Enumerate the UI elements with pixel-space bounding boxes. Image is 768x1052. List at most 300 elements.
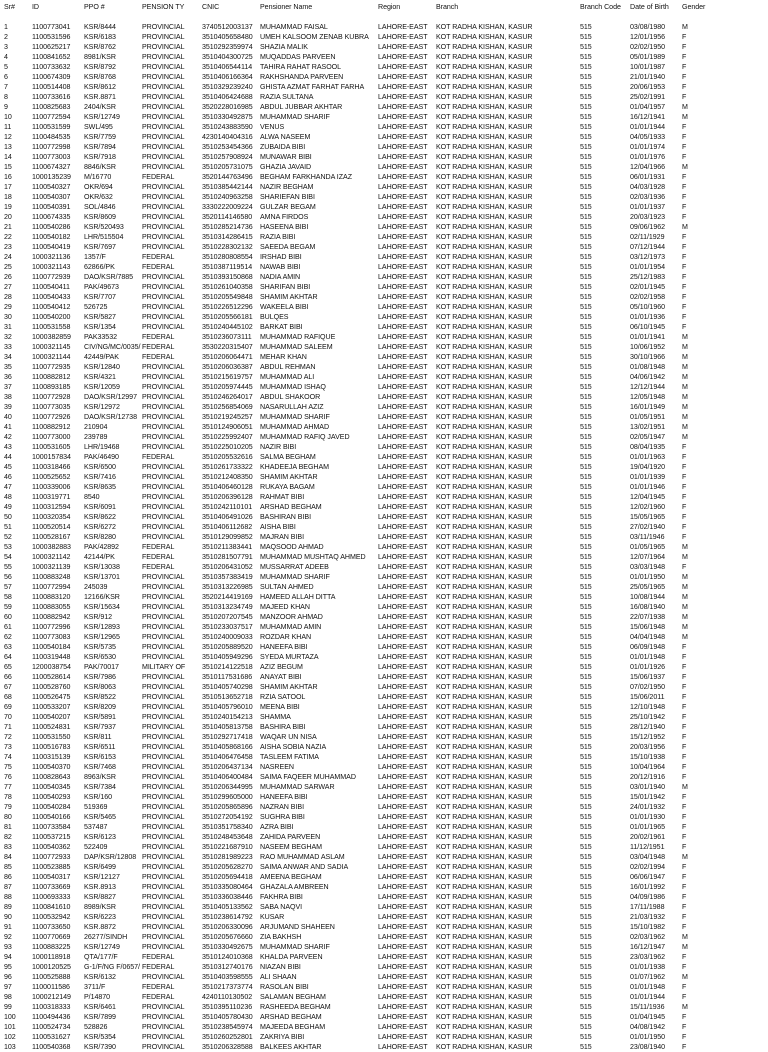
cnic-cell: 3510243883590 bbox=[202, 123, 253, 131]
ppo-cell: KSR/4321 bbox=[84, 373, 116, 381]
table-row bbox=[3, 1012, 765, 1022]
branch-code-cell: 515 bbox=[580, 773, 592, 781]
branch-code-cell: 515 bbox=[580, 833, 592, 841]
cnic-cell: 3510206328588 bbox=[202, 1043, 253, 1051]
branch-code-cell: 515 bbox=[580, 933, 592, 941]
gender-cell: M bbox=[682, 553, 688, 561]
region-cell: LAHORE-EAST bbox=[378, 653, 428, 661]
branch-cell: KOT RADHA KISHAN, KASUR bbox=[436, 193, 533, 201]
id-cell: 1100540368 bbox=[32, 1043, 71, 1051]
pension-type-cell: PROVINCIAL bbox=[142, 323, 185, 331]
id-cell: 1100531599 bbox=[32, 123, 71, 131]
cnic-cell: 3510225010205 bbox=[202, 443, 253, 451]
table-row bbox=[3, 902, 765, 912]
gender-cell: F bbox=[682, 923, 687, 931]
pension-type-cell: PROVINCIAL bbox=[142, 523, 185, 531]
dob-cell: 04/05/1933 bbox=[630, 133, 666, 141]
pensioner-name-cell: SHAMIM AKHTAR bbox=[260, 473, 318, 481]
sr-cell: 28 bbox=[4, 293, 12, 301]
gender-cell: M bbox=[682, 433, 688, 441]
dob-cell: 15/10/1938 bbox=[630, 753, 666, 761]
pensioner-name-cell: NAZIR BIBI bbox=[260, 443, 297, 451]
pensioner-name-cell: SAEEDA BEGAM bbox=[260, 243, 316, 251]
pension-type-cell: PROVINCIAL bbox=[142, 423, 185, 431]
ppo-cell: SOL/4846 bbox=[84, 203, 116, 211]
dob-cell: 03/03/1948 bbox=[630, 563, 666, 571]
id-cell: 1000157834 bbox=[32, 453, 71, 461]
cnic-cell: 3510257908924 bbox=[202, 153, 253, 161]
ppo-cell: KSR/160 bbox=[84, 793, 113, 801]
cnic-cell: 3510406476458 bbox=[202, 753, 253, 761]
pension-type-cell: PROVINCIAL bbox=[142, 763, 185, 771]
branch-code-cell: 515 bbox=[580, 313, 592, 321]
sr-cell: 32 bbox=[4, 333, 12, 341]
pensioner-name-cell: HASEENA BIBI bbox=[260, 223, 309, 231]
pension-type-cell: PROVINCIAL bbox=[142, 73, 185, 81]
dob-cell: 25/10/1942 bbox=[630, 713, 666, 721]
ppo-cell: KSR/12127 bbox=[84, 873, 120, 881]
ppo-cell: KSR/13038 bbox=[84, 563, 120, 571]
id-cell: 1100772594 bbox=[32, 113, 71, 121]
branch-code-cell: 515 bbox=[580, 693, 592, 701]
region-cell: LAHORE-EAST bbox=[378, 903, 428, 911]
cnic-cell: 3510312740176 bbox=[202, 963, 253, 971]
cnic-cell: 3510205566181 bbox=[202, 313, 253, 321]
branch-cell: KOT RADHA KISHAN, KASUR bbox=[436, 333, 533, 341]
dob-cell: 02/02/1958 bbox=[630, 293, 666, 301]
ppo-cell: DAP/KSR/12808 bbox=[84, 853, 137, 861]
pension-type-cell: PROVINCIAL bbox=[142, 893, 185, 901]
table-row bbox=[3, 252, 765, 262]
id-cell: 1100318466 bbox=[32, 463, 71, 471]
ppo-cell: 245039 bbox=[84, 583, 108, 591]
branch-cell: KOT RADHA KISHAN, KASUR bbox=[436, 703, 533, 711]
gender-cell: F bbox=[682, 723, 687, 731]
pension-type-cell: FEDERAL bbox=[142, 563, 175, 571]
branch-cell: KOT RADHA KISHAN, KASUR bbox=[436, 843, 533, 851]
ppo-cell: KSR/912 bbox=[84, 613, 113, 621]
id-cell: 1100494436 bbox=[32, 1013, 71, 1021]
branch-code-cell: 515 bbox=[580, 143, 592, 151]
pensioner-name-cell: MEHAR KHAN bbox=[260, 353, 307, 361]
branch-cell: KOT RADHA KISHAN, KASUR bbox=[436, 673, 533, 681]
gender-cell: F bbox=[682, 1043, 687, 1051]
pension-type-cell: PROVINCIAL bbox=[142, 483, 185, 491]
id-cell: 1100841610 bbox=[32, 903, 71, 911]
sr-cell: 76 bbox=[4, 773, 12, 781]
branch-code-cell: 515 bbox=[580, 903, 592, 911]
ppo-cell: KSR/5827 bbox=[84, 313, 116, 321]
sr-cell: 6 bbox=[4, 73, 8, 81]
table-row bbox=[3, 882, 765, 892]
id-cell: 1000135239 bbox=[32, 173, 71, 181]
branch-code-cell: 515 bbox=[580, 263, 592, 271]
pension-type-cell: PROVINCIAL bbox=[142, 973, 185, 981]
id-cell: 1100540307 bbox=[32, 193, 71, 201]
branch-code-cell: 515 bbox=[580, 433, 592, 441]
id-cell: 1100773003 bbox=[32, 153, 71, 161]
cnic-cell: 3510261040358 bbox=[202, 283, 253, 291]
region-cell: LAHORE-EAST bbox=[378, 473, 428, 481]
branch-code-cell: 515 bbox=[580, 243, 592, 251]
ppo-cell: KSR/8444 bbox=[84, 23, 116, 31]
region-cell: LAHORE-EAST bbox=[378, 1033, 428, 1041]
cnic-cell: 3510215619757 bbox=[202, 373, 253, 381]
branch-cell: KOT RADHA KISHAN, KASUR bbox=[436, 103, 533, 111]
id-cell: 1100625217 bbox=[32, 43, 71, 51]
sr-cell: 92 bbox=[4, 933, 12, 941]
branch-cell: KOT RADHA KISHAN, KASUR bbox=[436, 143, 533, 151]
sr-cell: 51 bbox=[4, 523, 12, 531]
sr-cell: 85 bbox=[4, 863, 12, 871]
dob-cell: 01/01/1941 bbox=[630, 333, 666, 341]
dob-cell: 10/06/1952 bbox=[630, 343, 666, 351]
pensioner-name-cell: GHAZALA AMBREEN bbox=[260, 883, 329, 891]
region-cell: LAHORE-EAST bbox=[378, 123, 428, 131]
region-cell: LAHORE-EAST bbox=[378, 63, 428, 71]
branch-code-cell: 515 bbox=[580, 733, 592, 741]
ppo-cell: KSR/811 bbox=[84, 733, 112, 741]
dob-cell: 01/01/1948 bbox=[630, 653, 666, 661]
sr-cell: 52 bbox=[4, 533, 12, 541]
cnic-cell: 3510405813758 bbox=[202, 723, 253, 731]
id-cell: 1100318333 bbox=[32, 1003, 71, 1011]
ppo-cell: KSR/8209 bbox=[84, 703, 116, 711]
column-header-region: Region bbox=[378, 3, 401, 11]
branch-code-cell: 515 bbox=[580, 423, 592, 431]
pension-type-cell: PROVINCIAL bbox=[142, 283, 185, 291]
pension-type-cell: PROVINCIAL bbox=[142, 573, 185, 581]
table-row bbox=[3, 642, 765, 652]
table-row bbox=[3, 412, 765, 422]
region-cell: LAHORE-EAST bbox=[378, 783, 428, 791]
dob-cell: 15/10/1982 bbox=[630, 923, 666, 931]
cnic-cell: 3510205889520 bbox=[202, 643, 253, 651]
table-row bbox=[3, 622, 765, 632]
pension-type-cell: PROVINCIAL bbox=[142, 473, 185, 481]
ppo-cell: KSR/6223 bbox=[84, 913, 116, 921]
region-cell: LAHORE-EAST bbox=[378, 573, 428, 581]
region-cell: LAHORE-EAST bbox=[378, 913, 428, 921]
gender-cell: F bbox=[682, 813, 687, 821]
branch-cell: KOT RADHA KISHAN, KASUR bbox=[436, 233, 533, 241]
ppo-cell: KSR/7937 bbox=[84, 723, 116, 731]
cnic-cell: 3510240009033 bbox=[202, 633, 253, 641]
gender-cell: M bbox=[682, 333, 688, 341]
table-row bbox=[3, 372, 765, 382]
id-cell: 1100520514 bbox=[32, 523, 71, 531]
sr-cell: 21 bbox=[4, 223, 12, 231]
region-cell: LAHORE-EAST bbox=[378, 1023, 428, 1031]
cnic-cell: 3510212408350 bbox=[202, 473, 253, 481]
id-cell: 1000212149 bbox=[32, 993, 71, 1001]
branch-code-cell: 515 bbox=[580, 233, 592, 241]
branch-cell: KOT RADHA KISHAN, KASUR bbox=[436, 263, 533, 271]
gender-cell: F bbox=[682, 453, 687, 461]
pension-type-cell: PROVINCIAL bbox=[142, 923, 185, 931]
id-cell: 1100312594 bbox=[32, 503, 71, 511]
region-cell: LAHORE-EAST bbox=[378, 693, 428, 701]
pensioner-name-cell: RAHMAT BIBI bbox=[260, 493, 305, 501]
cnic-cell: 4240110130502 bbox=[202, 993, 253, 1001]
branch-cell: KOT RADHA KISHAN, KASUR bbox=[436, 23, 533, 31]
id-cell: 1100674309 bbox=[32, 73, 71, 81]
pensioner-name-cell: MUQADDAS PARVEEN bbox=[260, 53, 336, 61]
pension-type-cell: PROVINCIAL bbox=[142, 873, 185, 881]
branch-code-cell: 515 bbox=[580, 473, 592, 481]
sr-cell: 9 bbox=[4, 103, 8, 111]
table-row bbox=[3, 892, 765, 902]
cnic-cell: 4230140404316 bbox=[202, 133, 253, 141]
ppo-cell: KSR/8622 bbox=[84, 513, 116, 521]
cnic-cell: 3510225992407 bbox=[202, 433, 253, 441]
branch-cell: KOT RADHA KISHAN, KASUR bbox=[436, 463, 533, 471]
dob-cell: 01/01/1944 bbox=[630, 993, 666, 1001]
id-cell: 1100525652 bbox=[32, 473, 71, 481]
ppo-cell: KSR.8871 bbox=[84, 93, 116, 101]
pension-type-cell: PROVINCIAL bbox=[142, 623, 185, 631]
branch-cell: KOT RADHA KISHAN, KASUR bbox=[436, 513, 533, 521]
branch-cell: KOT RADHA KISHAN, KASUR bbox=[436, 1013, 533, 1021]
pensioner-name-cell: RUKAYA BAGAM bbox=[260, 483, 315, 491]
ppo-cell: PAK/46490 bbox=[84, 453, 119, 461]
pension-type-cell: FEDERAL bbox=[142, 263, 175, 271]
cnic-cell: 3510256854069 bbox=[202, 403, 253, 411]
pension-type-cell: PROVINCIAL bbox=[142, 883, 185, 891]
sr-cell: 44 bbox=[4, 453, 12, 461]
gender-cell: F bbox=[682, 683, 687, 691]
branch-code-cell: 515 bbox=[580, 633, 592, 641]
table-row bbox=[3, 792, 765, 802]
id-cell: 1100772935 bbox=[32, 363, 71, 371]
cnic-cell: 3510226512296 bbox=[202, 303, 253, 311]
sr-cell: 60 bbox=[4, 613, 12, 621]
pension-type-cell: PROVINCIAL bbox=[142, 1023, 185, 1031]
gender-cell: M bbox=[682, 373, 688, 381]
branch-cell: KOT RADHA KISHAN, KASUR bbox=[436, 893, 533, 901]
sr-cell: 69 bbox=[4, 703, 12, 711]
ppo-cell: KSR/6123 bbox=[84, 833, 116, 841]
gender-cell: M bbox=[682, 403, 688, 411]
pensioner-name-cell: MAJRAN BIBI bbox=[260, 533, 304, 541]
ppo-cell: 519369 bbox=[84, 803, 108, 811]
ppo-cell: M/16770 bbox=[84, 173, 112, 181]
gender-cell: F bbox=[682, 183, 687, 191]
id-cell: 1100531627 bbox=[32, 1033, 71, 1041]
pensioner-name-cell: MUHAMMAD RAFIQ JAVED bbox=[260, 433, 350, 441]
sr-cell: 86 bbox=[4, 873, 12, 881]
gender-cell: F bbox=[682, 523, 687, 531]
id-cell: 1100540207 bbox=[32, 713, 71, 721]
gender-cell: F bbox=[682, 863, 687, 871]
gender-cell: F bbox=[682, 283, 687, 291]
pensioner-name-cell: AMEENA BEGHAM bbox=[260, 873, 322, 881]
branch-cell: KOT RADHA KISHAN, KASUR bbox=[436, 993, 533, 1001]
gender-cell: M bbox=[682, 1003, 688, 1011]
gender-cell: F bbox=[682, 293, 687, 301]
pension-type-cell: PROVINCIAL bbox=[142, 713, 185, 721]
branch-cell: KOT RADHA KISHAN, KASUR bbox=[436, 503, 533, 511]
ppo-cell: PAK/49673 bbox=[84, 283, 119, 291]
cnic-cell: 3510206437134 bbox=[202, 763, 253, 771]
branch-cell: KOT RADHA KISHAN, KASUR bbox=[436, 33, 533, 41]
cnic-cell: 3510242110101 bbox=[202, 503, 253, 511]
pension-type-cell: PROVINCIAL bbox=[142, 193, 185, 201]
region-cell: LAHORE-EAST bbox=[378, 233, 428, 241]
ppo-cell: KSR/8792 bbox=[84, 63, 116, 71]
pension-type-cell: PROVINCIAL bbox=[142, 313, 185, 321]
pensioner-name-cell: SULTAN AHMED bbox=[260, 583, 314, 591]
branch-code-cell: 515 bbox=[580, 593, 592, 601]
id-cell: 1100524831 bbox=[32, 723, 71, 731]
id-cell: 1100841652 bbox=[32, 53, 71, 61]
table-row bbox=[3, 452, 765, 462]
table-row bbox=[3, 592, 765, 602]
region-cell: LAHORE-EAST bbox=[378, 133, 428, 141]
id-cell: 1100524734 bbox=[32, 1023, 71, 1031]
dob-cell: 20/02/1961 bbox=[630, 833, 666, 841]
table-row bbox=[3, 172, 765, 182]
branch-cell: KOT RADHA KISHAN, KASUR bbox=[436, 173, 533, 181]
pension-type-cell: PROVINCIAL bbox=[142, 673, 185, 681]
branch-cell: KOT RADHA KISHAN, KASUR bbox=[436, 953, 533, 961]
cnic-cell: 3510406460128 bbox=[202, 483, 253, 491]
id-cell: 1100540411 bbox=[32, 283, 70, 291]
table-row bbox=[3, 732, 765, 742]
cnic-cell: 3510405949296 bbox=[202, 653, 253, 661]
table-row bbox=[3, 92, 765, 102]
branch-cell: KOT RADHA KISHAN, KASUR bbox=[436, 763, 533, 771]
branch-code-cell: 515 bbox=[580, 373, 592, 381]
sr-cell: 67 bbox=[4, 683, 12, 691]
dob-cell: 10/04/1964 bbox=[630, 763, 666, 771]
ppo-cell: P/14870 bbox=[84, 993, 111, 1001]
cnic-cell: 3510205549848 bbox=[202, 293, 253, 301]
branch-code-cell: 515 bbox=[580, 713, 592, 721]
id-cell: 1100540200 bbox=[32, 313, 71, 321]
dob-cell: 02/11/1929 bbox=[630, 233, 665, 241]
ppo-cell: 3711/F bbox=[84, 983, 106, 991]
ppo-cell: KSR/12059 bbox=[84, 383, 120, 391]
gender-cell: F bbox=[682, 143, 687, 151]
table-row bbox=[3, 682, 765, 692]
gender-cell: F bbox=[682, 893, 687, 901]
branch-cell: KOT RADHA KISHAN, KASUR bbox=[436, 753, 533, 761]
dob-cell: 15/05/1965 bbox=[630, 513, 666, 521]
gender-cell: F bbox=[682, 903, 687, 911]
gender-cell: M bbox=[682, 113, 688, 121]
dob-cell: 15/06/2011 bbox=[630, 693, 665, 701]
id-cell: 1100528614 bbox=[32, 673, 71, 681]
pension-type-cell: FEDERAL bbox=[142, 983, 175, 991]
gender-cell: M bbox=[682, 943, 688, 951]
region-cell: LAHORE-EAST bbox=[378, 713, 428, 721]
ppo-cell: KSR/8635 bbox=[84, 483, 116, 491]
sr-cell: 47 bbox=[4, 483, 12, 491]
gender-cell: F bbox=[682, 303, 687, 311]
pension-type-cell: PROVINCIAL bbox=[142, 703, 185, 711]
region-cell: LAHORE-EAST bbox=[378, 323, 428, 331]
id-cell: 1100540317 bbox=[32, 873, 71, 881]
pensioner-name-cell: BASHIRAN BIBI bbox=[260, 513, 311, 521]
region-cell: LAHORE-EAST bbox=[378, 953, 428, 961]
ppo-cell: KSR/5891 bbox=[84, 713, 116, 721]
table-row bbox=[3, 42, 765, 52]
region-cell: LAHORE-EAST bbox=[378, 533, 428, 541]
dob-cell: 01/05/1951 bbox=[630, 413, 666, 421]
id-cell: 1100315139 bbox=[32, 753, 71, 761]
cnic-cell: 3510240154213 bbox=[202, 713, 253, 721]
pension-type-cell: PROVINCIAL bbox=[142, 613, 185, 621]
table-row bbox=[3, 462, 765, 472]
gender-cell: F bbox=[682, 823, 687, 831]
ppo-cell: CIV/NG/MC/0035/ bbox=[84, 343, 141, 351]
cnic-cell: 3510260252801 bbox=[202, 1033, 253, 1041]
pension-type-cell: PROVINCIAL bbox=[142, 903, 185, 911]
ppo-cell: 1357/F bbox=[84, 253, 106, 261]
cnic-cell: 3510329239240 bbox=[202, 83, 253, 91]
id-cell: 1100540433 bbox=[32, 293, 71, 301]
cnic-cell: 3510403598555 bbox=[202, 973, 253, 981]
dob-cell: 01/01/1950 bbox=[630, 1033, 666, 1041]
branch-cell: KOT RADHA KISHAN, KASUR bbox=[436, 543, 533, 551]
gender-cell: F bbox=[682, 793, 687, 801]
cnic-cell: 3510330492875 bbox=[202, 113, 253, 121]
pensioner-name-cell: RAKHSHANDA PARVEEN bbox=[260, 73, 344, 81]
dob-cell: 21/01/1940 bbox=[630, 73, 666, 81]
sr-cell: 8 bbox=[4, 93, 8, 101]
table-row bbox=[3, 872, 765, 882]
cnic-cell: 3510253454366 bbox=[202, 143, 253, 151]
branch-code-cell: 515 bbox=[580, 283, 592, 291]
pensioner-name-cell: AISHA SOBIA NAZIA bbox=[260, 743, 327, 751]
gender-cell: F bbox=[682, 133, 687, 141]
table-row bbox=[3, 802, 765, 812]
sr-cell: 77 bbox=[4, 783, 12, 791]
pension-type-cell: PROVINCIAL bbox=[142, 83, 185, 91]
pensioner-name-cell: UMEH KALSOOM ZENAB KUBRA bbox=[260, 33, 369, 41]
ppo-cell: KSR/12965 bbox=[84, 633, 120, 641]
table-row bbox=[3, 442, 765, 452]
id-cell: 1100883248 bbox=[32, 573, 71, 581]
branch-code-cell: 515 bbox=[580, 113, 592, 121]
branch-cell: KOT RADHA KISHAN, KASUR bbox=[436, 623, 533, 631]
cnic-cell: 3510238545974 bbox=[202, 1023, 253, 1031]
pensioner-name-cell: AZRA BIBI bbox=[260, 823, 294, 831]
gender-cell: F bbox=[682, 123, 687, 131]
ppo-cell: KSR/7416 bbox=[84, 473, 116, 481]
branch-cell: KOT RADHA KISHAN, KASUR bbox=[436, 1043, 533, 1051]
pensioner-name-cell: MAJEED KHAN bbox=[260, 603, 310, 611]
table-row bbox=[3, 782, 765, 792]
cnic-cell: 3510117531686 bbox=[202, 673, 253, 681]
pension-type-cell: PROVINCIAL bbox=[142, 413, 185, 421]
pensioner-name-cell: AMNA FIRDOS bbox=[260, 213, 309, 221]
pensioner-name-cell: BARKAT BIBI bbox=[260, 323, 303, 331]
region-cell: LAHORE-EAST bbox=[378, 663, 428, 671]
id-cell: 1100733650 bbox=[32, 923, 71, 931]
pensioner-name-cell: MUHAMMAD AMIN bbox=[260, 623, 322, 631]
ppo-cell: KSR/7894 bbox=[84, 143, 116, 151]
sr-cell: 54 bbox=[4, 553, 12, 561]
branch-code-cell: 515 bbox=[580, 923, 592, 931]
gender-cell: M bbox=[682, 623, 688, 631]
gender-cell: F bbox=[682, 173, 687, 181]
pensioner-name-cell: NADIA AMIN bbox=[260, 273, 301, 281]
region-cell: LAHORE-EAST bbox=[378, 973, 428, 981]
id-cell: 1000382883 bbox=[32, 543, 71, 551]
cnic-cell: 3510261733322 bbox=[202, 463, 253, 471]
